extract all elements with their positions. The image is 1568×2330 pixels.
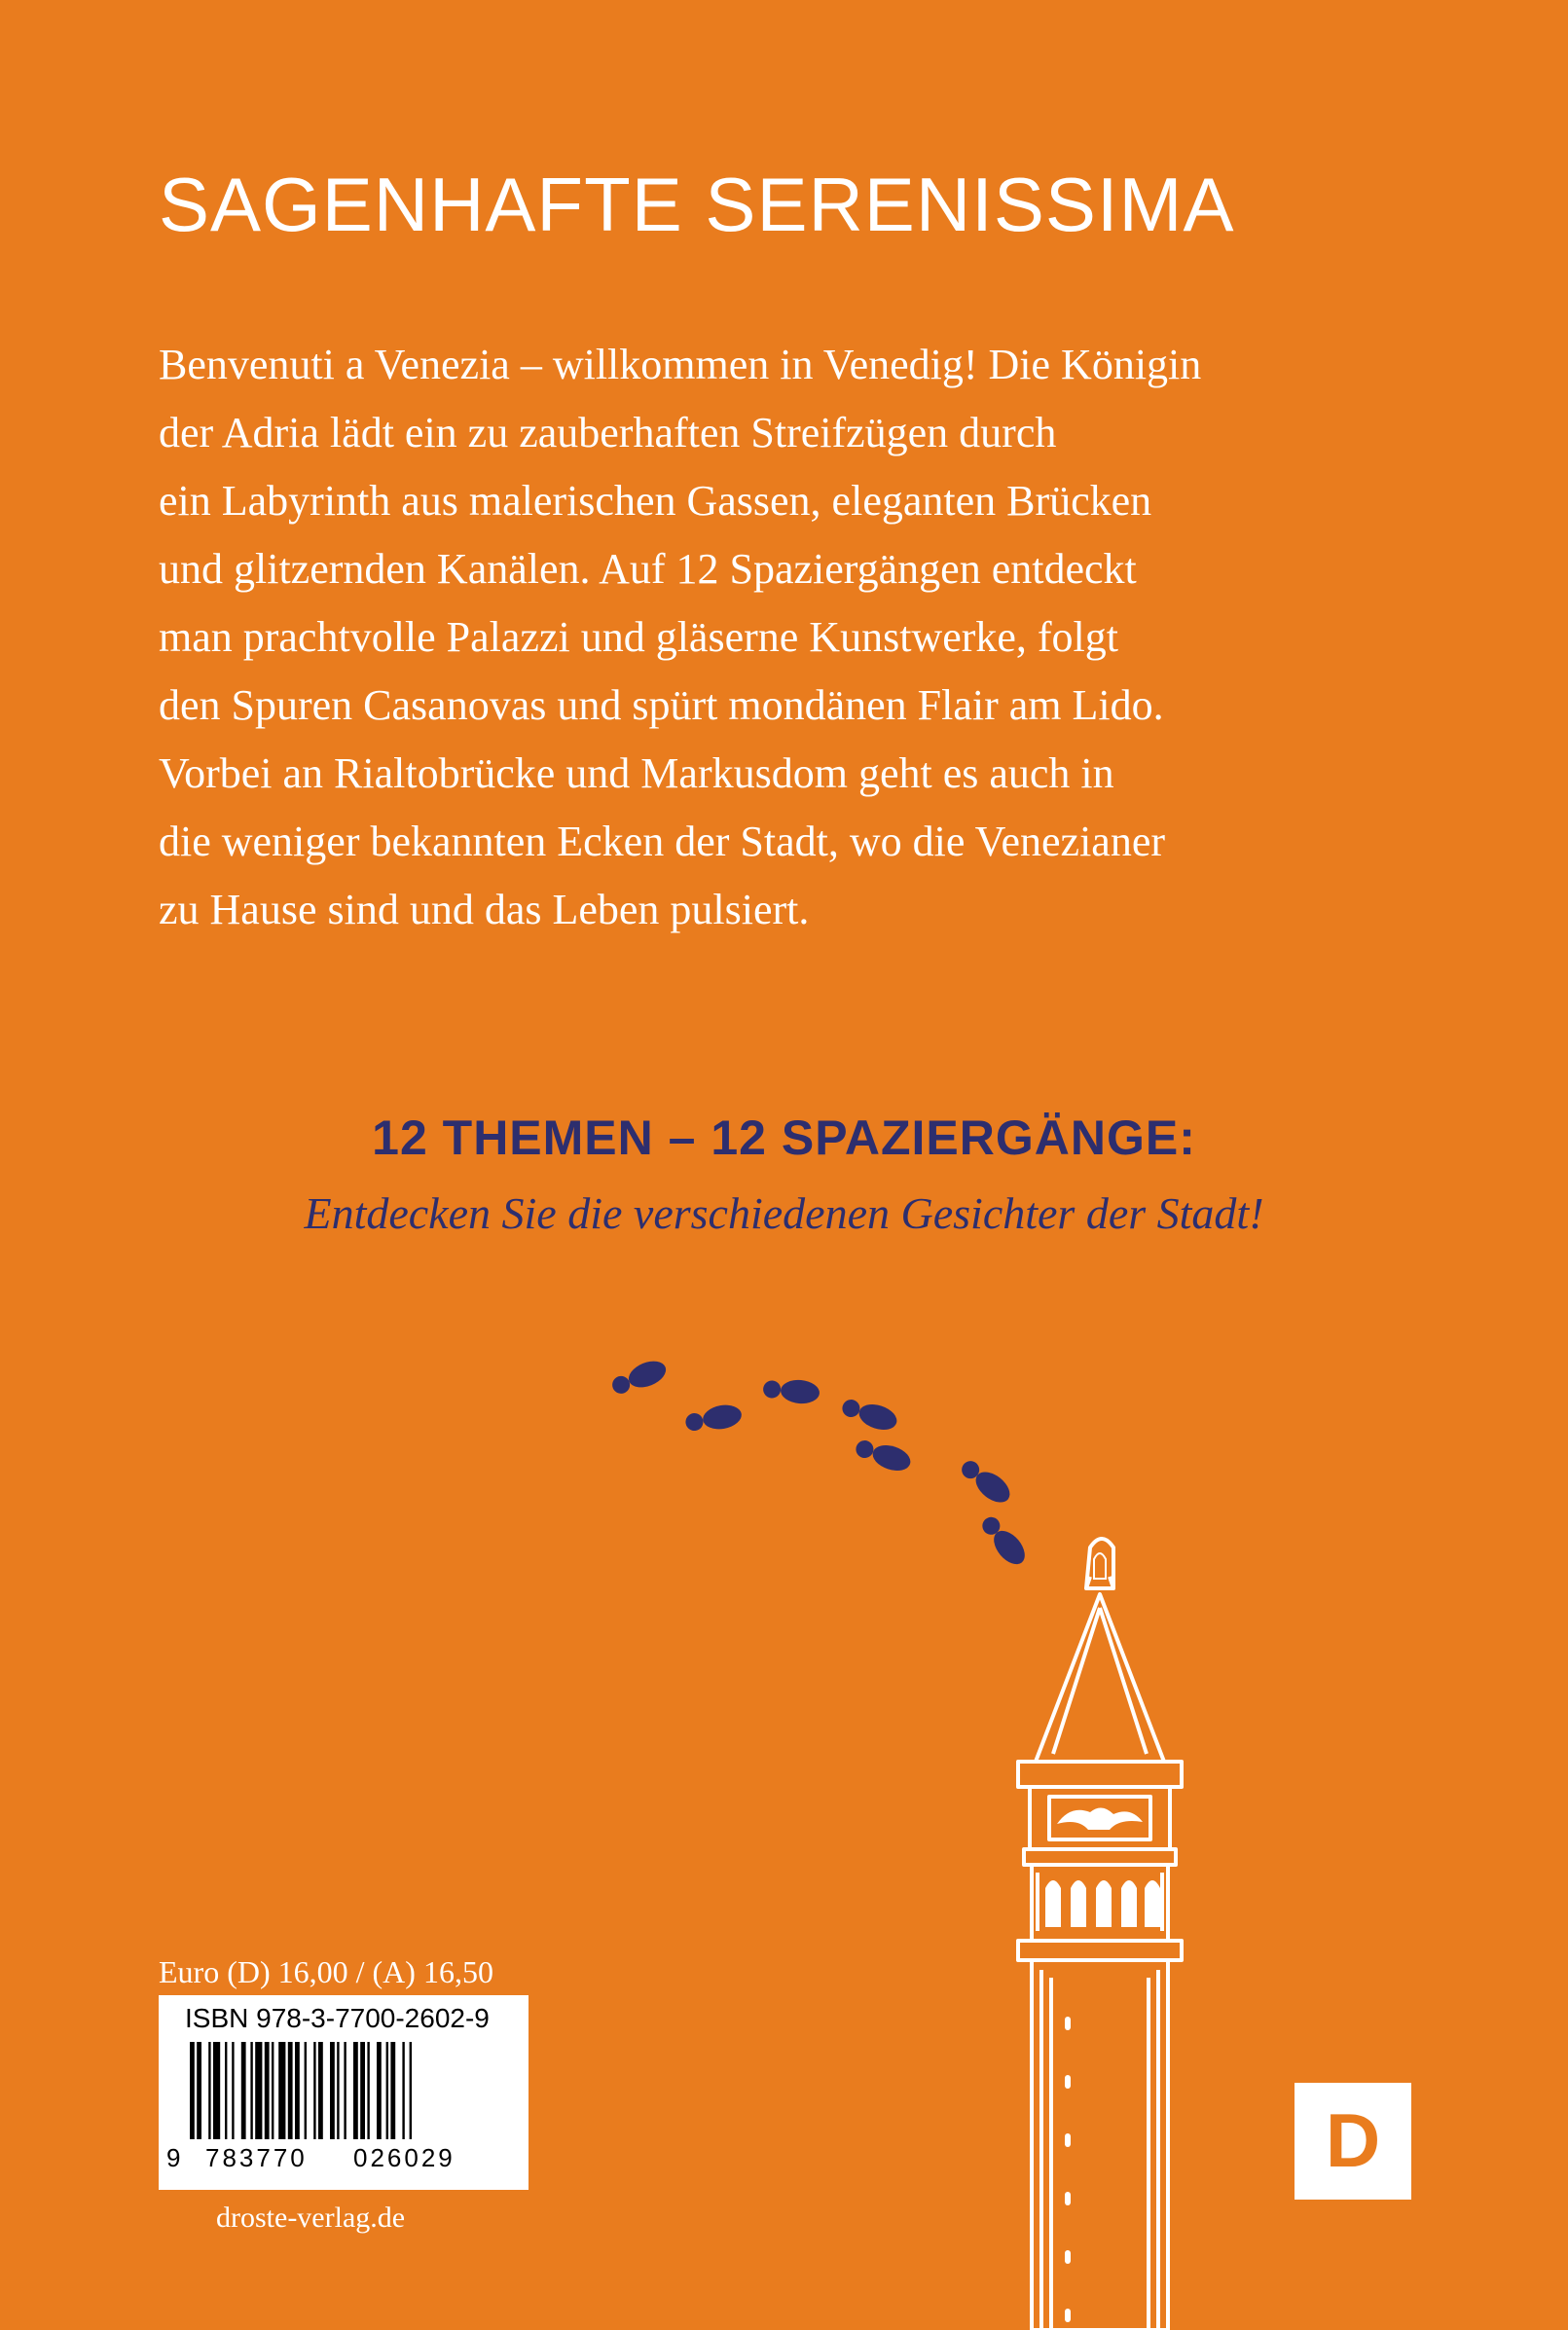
publisher-logo-letter: D — [1325, 2097, 1381, 2183]
barcode-bar — [313, 2042, 315, 2139]
barcode-digit-first: 9 — [166, 2143, 184, 2172]
barcode-bar — [390, 2042, 395, 2139]
isbn-label: ISBN 978-3-7700-2602-9 — [185, 2003, 490, 2033]
barcode-bar — [318, 2042, 323, 2139]
barcode-bar — [278, 2042, 285, 2139]
blurb-text — [159, 331, 1424, 944]
blurb-line: Benvenuti a Venezia – willkommen in Venedig! Die Königin — [159, 341, 1202, 388]
blurb-line: und glitzernden Kanälen. Auf 12 Spaziergängen entdeckt — [159, 545, 1137, 593]
barcode-bar — [353, 2042, 358, 2139]
publisher-logo — [1295, 2083, 1411, 2200]
blurb-line: die weniger bekannten Ecken der Stadt, wo die Venezianer — [159, 818, 1165, 865]
blurb-line: der Adria lädt ein zu zauberhaften Streifzügen durch — [159, 409, 1057, 456]
barcode-bar — [410, 2042, 412, 2139]
barcode-bar — [360, 2042, 365, 2139]
barcode-bar — [213, 2042, 220, 2139]
barcode-bars — [190, 2042, 501, 2149]
publisher-website: droste-verlag.de — [216, 2202, 406, 2234]
barcode-bar — [272, 2042, 273, 2139]
themes-heading: 12 THEMEN – 12 SPAZIERGÄNGE: — [372, 1110, 1196, 1165]
barcode-bar — [232, 2042, 234, 2139]
barcode-bar — [330, 2042, 335, 2139]
isbn-barcode — [159, 1995, 529, 2190]
campanile-tower-icon — [993, 1530, 1207, 2330]
blurb-line: den Spuren Casanovas und spürt mondänen Flair am Lido. — [159, 681, 1164, 729]
blurb-line: man prachtvolle Palazzi und gläserne Kunstwerke, folgt — [159, 613, 1119, 661]
barcode-digits-left: 783770 — [205, 2143, 308, 2172]
blurb-line: ein Labyrinth aus malerischen Gassen, eleganten Brücken — [159, 477, 1152, 525]
barcode-bar — [190, 2042, 195, 2139]
barcode-bar — [377, 2042, 382, 2139]
barcode-bar — [337, 2042, 339, 2139]
barcode-bar — [344, 2042, 346, 2139]
barcode-bar — [367, 2042, 369, 2139]
barcode-bar — [197, 2042, 201, 2139]
blurb-line: Vorbei an Rialtobrücke und Markusdom geht es auch in — [159, 749, 1114, 797]
footprints-icon — [603, 1343, 1051, 1577]
barcode-bar — [288, 2042, 293, 2139]
barcode-bar — [208, 2042, 210, 2139]
barcode-bar — [225, 2042, 227, 2139]
price-label: Euro (D) 16,00 / (A) 16,50 — [159, 1954, 493, 1989]
barcode-bar — [250, 2042, 252, 2139]
back-cover-title: SAGENHAFTE SERENISSIMA — [159, 162, 1235, 247]
barcode-bar — [386, 2042, 388, 2139]
barcode-bar — [255, 2042, 262, 2139]
barcode-digits-right: 026029 — [353, 2143, 456, 2172]
blurb-line: zu Hause sind und das Leben pulsiert. — [159, 886, 810, 933]
barcode-bar — [402, 2042, 404, 2139]
barcode-bar — [265, 2042, 270, 2139]
tagline: Entdecken Sie die verschiedenen Gesichter der Stadt! — [304, 1188, 1264, 1238]
barcode-bar — [305, 2042, 307, 2139]
barcode-bar — [241, 2042, 246, 2139]
barcode-bar — [295, 2042, 300, 2139]
